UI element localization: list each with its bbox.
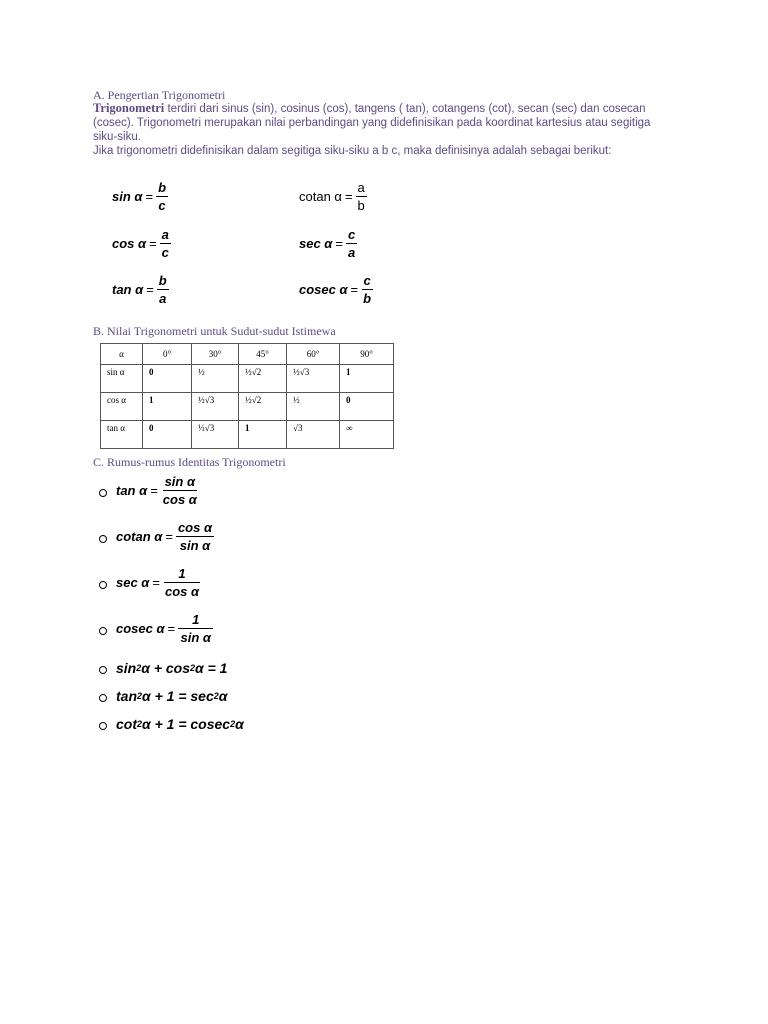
bullet-icon <box>99 666 107 674</box>
header-cell: 45° <box>239 344 287 365</box>
identity-text: α + cos <box>141 660 191 676</box>
identity-text: cot <box>116 716 137 732</box>
numerator: sin α <box>164 474 196 489</box>
denominator: b <box>363 291 372 306</box>
bold-term: Trigonometri <box>93 101 165 115</box>
denominator: cos α <box>162 492 197 507</box>
numerator: c <box>347 227 356 242</box>
table-cell: ½ <box>192 365 239 393</box>
table-cell: ½√2 <box>239 393 287 421</box>
definition-tan: tan α = $\frac{b}{a}$ <box>112 273 167 306</box>
table-cell: ½ <box>287 393 340 421</box>
formula-lhs: sin α <box>112 189 143 204</box>
table-row <box>101 393 394 421</box>
denominator: a <box>159 291 167 306</box>
denominator: c <box>161 245 169 260</box>
formula-lhs: sec α <box>116 575 150 590</box>
identity-text: α <box>235 716 244 732</box>
exponent: 2 <box>137 719 143 729</box>
table-cell: ∞ <box>340 421 394 449</box>
paragraph-text: terdiri dari sinus (sin), cosinus (cos), tangens ( tan), cotangens (cot), secan (sec) dan cosecan (cosec). Trigonometri merupakan nilai perbandingan yang didefinisikan pada koordinat kartesius atau segitiga siku-siku. <box>93 103 651 143</box>
section-a-paragraph <box>93 101 673 158</box>
identity-pythagorean-2 <box>116 688 227 704</box>
bullet-icon <box>99 722 107 730</box>
identity-cotan: cotan α = $\frac{\text{cos α}}{\text{sin α}}$ <box>116 520 213 553</box>
header-cell: 30° <box>192 344 239 365</box>
bullet-icon <box>99 581 107 589</box>
definition-sec: sec α = $\frac{c}{a}$ <box>299 227 356 260</box>
table-header-row <box>101 344 394 365</box>
table-cell: ½√2 <box>239 365 287 393</box>
exponent: 2 <box>190 663 196 673</box>
table-cell: 1 <box>143 393 192 421</box>
formula-lhs: tan α <box>116 483 148 498</box>
table-cell: 1 <box>340 365 394 393</box>
identity-cosec: cosec α = $\frac{1}{\text{sin α}}$ <box>116 612 213 645</box>
identity-text: α <box>218 688 228 704</box>
numerator: b <box>158 180 167 195</box>
header-cell: α <box>101 344 143 365</box>
formula-lhs: tan α <box>112 282 144 297</box>
exponent: 2 <box>230 719 236 729</box>
table-cell: 0 <box>340 393 394 421</box>
definition-cosec: cosec α = $\frac{c}{b}$ <box>299 273 372 306</box>
numerator: 1 <box>164 566 199 583</box>
row-label: sin α <box>101 365 143 393</box>
table-cell: ½√3 <box>192 393 239 421</box>
numerator: a <box>357 180 365 195</box>
numerator: 1 <box>178 612 213 629</box>
table-cell: ½√3 <box>287 365 340 393</box>
numerator: cos α <box>177 520 213 535</box>
identity-text: α + 1 = cosec <box>142 716 231 732</box>
bullet-icon <box>99 627 107 635</box>
formula-lhs: sec α <box>299 236 333 251</box>
numerator: c <box>363 273 371 288</box>
row-label: cos α <box>101 393 143 421</box>
formula-lhs: cos α <box>112 236 147 251</box>
definition-cos: cos α = $\frac{a}{c}$ <box>112 227 169 260</box>
denominator: sin α <box>180 630 211 645</box>
identity-text: tan <box>116 688 137 704</box>
bullet-icon <box>99 489 107 497</box>
table-row <box>101 365 394 393</box>
section-b-heading: B. Nilai Trigonometri untuk Sudut-sudut Istimewa <box>93 324 336 338</box>
table-cell: 1 <box>239 421 287 449</box>
definition-cotan: cotan α = $\frac{a}{b}$ <box>299 180 365 213</box>
identity-tan: tan α = $\frac{\text{sin α}}{\text{cos α}}$ <box>116 474 197 507</box>
exponent: 2 <box>213 691 219 701</box>
bullet-icon <box>99 535 107 543</box>
header-cell: 0° <box>143 344 192 365</box>
identity-pythagorean-3 <box>116 716 244 732</box>
identity-text: α = 1 <box>195 660 228 676</box>
formula-lhs: cotan α <box>116 529 163 544</box>
denominator: b <box>357 198 365 213</box>
table-cell: √3 <box>287 421 340 449</box>
identity-sec: sec α = $\frac{1}{\text{cos α}}$ <box>116 566 200 599</box>
formula-lhs: cosec α <box>116 621 165 636</box>
exponent: 2 <box>137 691 143 701</box>
section-c-heading: C. Rumus-rumus Identitas Trigonometri <box>93 455 286 469</box>
denominator: cos α <box>164 584 200 599</box>
identity-text: α + 1 = sec <box>142 688 214 704</box>
exponent: 2 <box>136 663 142 673</box>
section-a-heading: A. Pengertian Trigonometri <box>93 88 226 102</box>
identity-text: sin <box>116 660 137 676</box>
bullet-icon <box>99 694 107 702</box>
denominator: c <box>158 198 166 213</box>
special-angles-table <box>100 343 394 449</box>
table-cell: 0 <box>143 421 192 449</box>
table-cell: ⅓√3 <box>192 421 239 449</box>
numerator: a <box>161 227 169 242</box>
formula-lhs: cotan α <box>299 189 342 204</box>
identity-pythagorean-1 <box>116 660 227 676</box>
header-cell: 90° <box>340 344 394 365</box>
header-cell: 60° <box>287 344 340 365</box>
definition-sin: sin α = $\frac{b}{c}$ <box>112 180 167 213</box>
table-cell: 0 <box>143 365 192 393</box>
formula-lhs: cosec α <box>299 282 348 297</box>
denominator: a <box>347 245 356 260</box>
row-label: tan α <box>101 421 143 449</box>
denominator: sin α <box>179 538 211 553</box>
numerator: b <box>158 273 167 288</box>
table-row <box>101 421 394 449</box>
paragraph-text-2: Jika trigonometri didefinisikan dalam segitiga siku-siku a b c, maka definisinya adalah sebagai berikut: <box>93 145 612 157</box>
